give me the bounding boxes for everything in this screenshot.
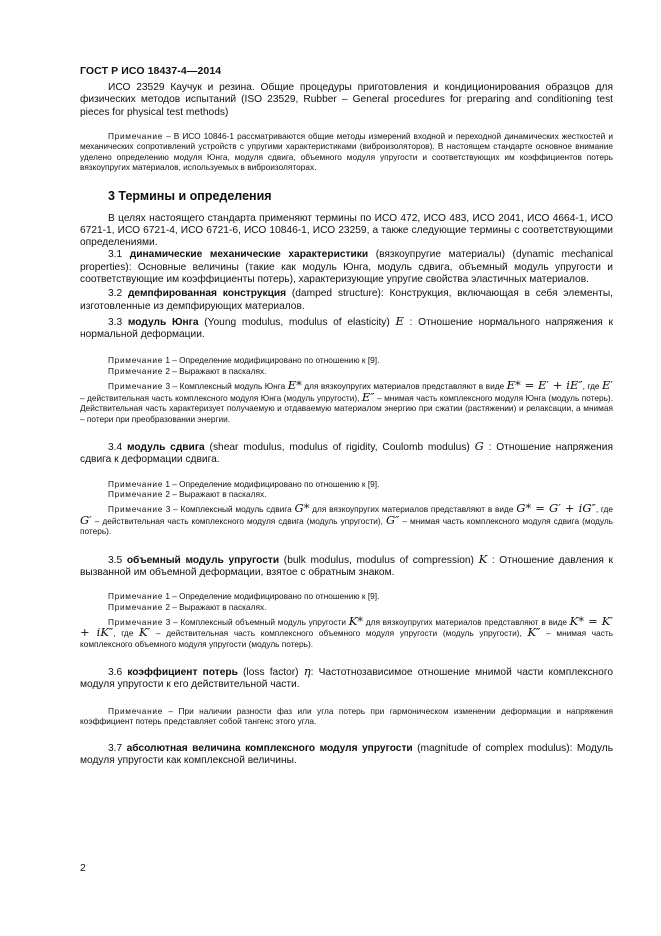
section-intro: В целях настоящего стандарта применяют термины по ИСО 472, ИСО 483, ИСО 2041, ИСО 4664-1, ИСО 6721-1, ИСО 6721-4, ИСО 6721-6, ИСО 10846-1, ИСО 23259, а также следующие термины с соответствующими определениями. xyxy=(80,212,613,249)
term-number: 3.4 xyxy=(108,441,123,453)
term-number: 3.3 xyxy=(108,316,123,328)
term-name: коэффициент потерь xyxy=(127,667,238,679)
note-text: 2 – Выражают в паскалях. xyxy=(163,601,267,612)
note-text: 1 – Определение модифицировано по отношению к [9]. xyxy=(163,355,380,366)
note-label: Примечание xyxy=(108,365,164,376)
note-text: 2 – Выражают в паскалях. xyxy=(163,488,267,499)
term-3-6 xyxy=(80,665,613,692)
note-label: Примечание xyxy=(108,504,164,515)
symbol-g: G xyxy=(474,438,484,453)
term-3-5 xyxy=(80,553,613,580)
formula-e-complex: E* = E′ + iE″ xyxy=(506,378,583,393)
term-definition: : Отношение напряжения сдвига к деформации сдвига. xyxy=(80,441,613,466)
term-english: (bulk modulus, modulus of compression) xyxy=(279,554,479,566)
page-content xyxy=(80,82,613,767)
term-definition: (вязкоупругие материалы) (dynamic mechanical properties): Основные величины (такие как модуль Юнга, модуль сдвига, объемный модуль упругости и соответствующие им коэффициенты потерь), характеризующие упругие свойства эластичных материалов. xyxy=(80,249,613,285)
formula-g-complex: G* = G′ + iG″ xyxy=(516,501,596,516)
note-3-5-1 xyxy=(80,591,613,601)
symbol-g-complex: G* xyxy=(294,501,310,516)
term-english: (Young modulus, modulus of elasticity) xyxy=(198,316,396,328)
term-definition: (magnitude of complex modulus): Модуль модуля упругости как комплексной величины. xyxy=(80,742,613,766)
note-label: Примечание xyxy=(108,601,164,612)
symbol-k-prime: K′ xyxy=(139,625,151,640)
term-3-4 xyxy=(80,440,613,467)
symbol-k: K xyxy=(478,551,488,566)
term-name: динамические механические характеристики xyxy=(129,249,369,261)
note-label: Примечание xyxy=(108,591,164,602)
note-label: Примечание xyxy=(108,488,164,499)
note-text: 2 – Выражают в паскалях. xyxy=(163,365,267,376)
reference-iso-23529: ИСО 23529 Каучук и резина. Общие процедуры приготовления и кондиционирования образцов для физических методов испытаний (ISO 23529, Rubber – General procedures for preparing and conditioning test pieces for physical test methods) xyxy=(80,82,613,118)
note-text: 1 – Определение модифицировано по отношению к [9]. xyxy=(163,591,380,602)
intro-note xyxy=(80,131,613,173)
note-label: Примечание xyxy=(108,616,164,627)
term-definition: : Отношение нормального напряжения к нормальной деформации. xyxy=(80,316,613,341)
term-number: 3.5 xyxy=(108,554,123,566)
note-3-4-1 xyxy=(80,479,613,489)
term-number: 3.6 xyxy=(108,667,123,679)
note-label: Примечание xyxy=(108,130,164,141)
term-name: демпфированная конструкция xyxy=(127,288,287,300)
term-number: 3.2 xyxy=(108,288,123,300)
symbol-k-complex: K* xyxy=(348,613,364,628)
note-text: 1 – Определение модифицировано по отношению к [9]. xyxy=(163,478,380,489)
note-label: Примечание xyxy=(108,355,164,366)
section-title: 3 Термины и определения xyxy=(108,188,272,203)
term-definition: : Отношение давления к вызванной им объемной деформации, взятое с обратным знаком. xyxy=(80,554,613,578)
term-name: абсолютная величина комплексного модуля упругости xyxy=(126,742,413,754)
note-3-5-3: Примечание 3 – Комплексный объемный модуль упругости K* для вязкоупругих материалов представляют в виде K* = K′ + iK″, где K′ – действительная часть комплексного объемного модуля упругости (модуль упругости), K″ – мнимая часть комплексного объемного модуля упругости (модуль потерь). xyxy=(80,613,613,649)
term-number: 3.1 xyxy=(108,249,123,261)
term-definition: (damped structure): Конструкция, включающая в себя элементы, изготовленные из демпфирующих материалов. xyxy=(80,288,613,312)
symbol-e: E xyxy=(395,313,404,328)
intro-note-text: – В ИСО 10846-1 рассматриваются общие методы измерений входной и переходной динамических жесткостей и механических сопротивлений устройств с упругими характеристиками (виброизоляторов). В настоящем стандарте основное внимание уделено определению модуля Юнга, модуля сдвига, объемного модуля упругости и соответствующих им коэффициентов потерь вязкоупругих материалов, используемых в виброизоляторах. xyxy=(80,130,613,173)
standard-header: ГОСТ Р ИСО 18437-4—2014 xyxy=(80,65,222,77)
formula-k-complex: K* = K′ + iK″ xyxy=(80,613,613,640)
term-english: (loss factor) xyxy=(237,667,304,679)
note-3-6 xyxy=(80,706,613,727)
term-name: модуль сдвига xyxy=(127,441,205,453)
note-3-3-1 xyxy=(80,355,613,365)
term-number: 3.7 xyxy=(108,742,123,754)
term-name: объемный модуль упругости xyxy=(126,554,280,566)
term-3-3 xyxy=(80,315,613,342)
symbol-k-double-prime: K″ xyxy=(527,625,541,640)
term-3-7 xyxy=(80,743,613,768)
term-name: модуль Юнга xyxy=(127,316,199,328)
symbol-e-double-prime: E″ xyxy=(361,389,375,404)
symbol-g-prime: G′ xyxy=(80,512,92,527)
term-3-1 xyxy=(80,249,613,286)
note-label: Примечание xyxy=(108,381,164,392)
note-3-4-2 xyxy=(80,489,613,499)
note-3-4-3: Примечание 3 – Комплексный модуль сдвига G* для вязкоупругих материалов представляют в виде G* = G′ + iG″, где G′ – действительная часть комплексного модуля сдвига (модуль упругости), G″ – мнимая часть комплексного модуля сдвига (модуль потерь). xyxy=(80,501,613,537)
symbol-e-prime: E′ xyxy=(601,378,613,393)
term-english: (shear modulus, modulus of rigidity, Coulomb modulus) xyxy=(204,441,475,453)
note-label: Примечание xyxy=(108,705,164,716)
note-label: Примечание xyxy=(108,478,164,489)
term-3-2 xyxy=(80,288,613,313)
note-3-3-2 xyxy=(80,366,613,376)
symbol-eta: η xyxy=(303,664,311,679)
term-definition: : Частотнозависимое отношение мнимой части комплексного модуля упругости к его действительной части. xyxy=(80,667,613,691)
symbol-g-double-prime: G″ xyxy=(385,512,400,527)
note-3-5-2 xyxy=(80,602,613,612)
symbol-e-complex: E* xyxy=(287,378,302,393)
note-text: – При наличии разности фаз или угла потерь при гармоническом изменении деформации и напряжения коэффициент потерь представляет собой тангенс этого угла. xyxy=(80,705,613,727)
note-3-3-3: Примечание 3 – Комплексный модуль Юнга E* для вязкоупругих материалов представляют в виде E* = E′ + iE″, где E′ – действительная часть комплексного модуля Юнга (модуль упругости), E″ – мнимая часть комплексного модуля Юнга (модуль потерь). Действительная часть характеризует получаемую и отдаваемую материалом энергию при сжатии (растяжении) и релаксации, а мнимая – потери при преобразовании энергии. xyxy=(80,378,613,424)
page-number: 2 xyxy=(80,862,86,874)
